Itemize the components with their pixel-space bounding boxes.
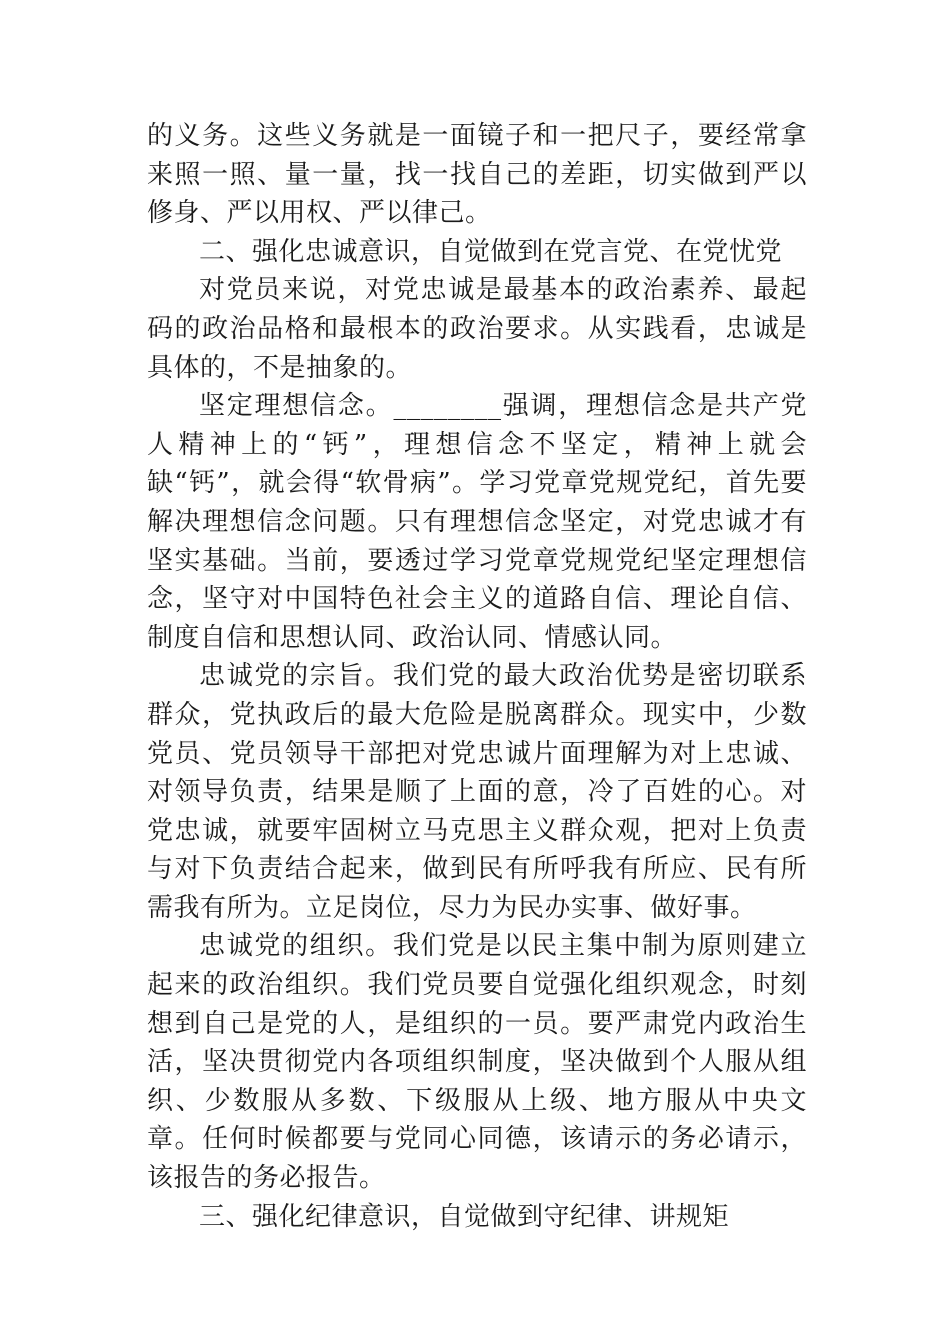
paragraph-party-organization: 忠诚党的组织。我们党是以民主集中制为原则建立起来的政治组织。我们党员要自觉强化组织观念，时刻想到自己是党的人，是组织的一员。要严肃党内政治生活，坚决贯彻党内各项组织制度，坚决做到个人服从组织、少数服从多数、下级服从上级、地方服从中央文章。任何时候都要与党同心同德，该请示的务必请示，该报告的务必报告。	[147, 931, 807, 1194]
document-page	[147, 117, 807, 1236]
section-heading-3: 三、强化纪律意识，自觉做到守纪律、讲规矩	[199, 1201, 730, 1232]
section-heading-2: 二、强化忠诚意识，自觉做到在党言党、在党忧党	[199, 236, 783, 267]
paragraph-loyalty-intro: 对党员来说，对党忠诚是最基本的政治素养、最起码的政治品格和最根本的政治要求。从实践看，忠诚是具体的，不是抽象的。	[147, 275, 807, 383]
paragraph-party-purpose: 忠诚党的宗旨。我们党的最大政治优势是密切联系群众，党执政后的最大危险是脱离群众。现实中，少数党员、党员领导干部把对党忠诚片面理解为对上忠诚、对领导负责，结果是顺了上面的意，冷了百姓的心。对党忠诚，就要牢固树立马克思主义群众观，把对上负责与对下负责结合起来，做到民有所呼我有所应、民有所需我有所为。立足岗位，尽力为民办实事、做好事。	[147, 661, 807, 923]
paragraph-continuation: 的义务。这些义务就是一面镜子和一把尺子，要经常拿来照一照、量一量，找一找自己的差距，切实做到严以修身、严以用权、严以律己。	[147, 121, 807, 229]
paragraph-ideals-beliefs: 坚定理想信念。________强调，理想信念是共产党人精神上的“钙”，理想信念不坚定，精神上就会缺“钙”，就会得“软骨病”。学习党章党规党纪，首先要解决理想信念问题。只有理想信念坚定，对党忠诚才有坚实基础。当前，要透过学习党章党规党纪坚定理想信念，坚守对中国特色社会主义的道路自信、理论自信、制度自信和思想认同、政治认同、情感认同。	[147, 391, 807, 653]
